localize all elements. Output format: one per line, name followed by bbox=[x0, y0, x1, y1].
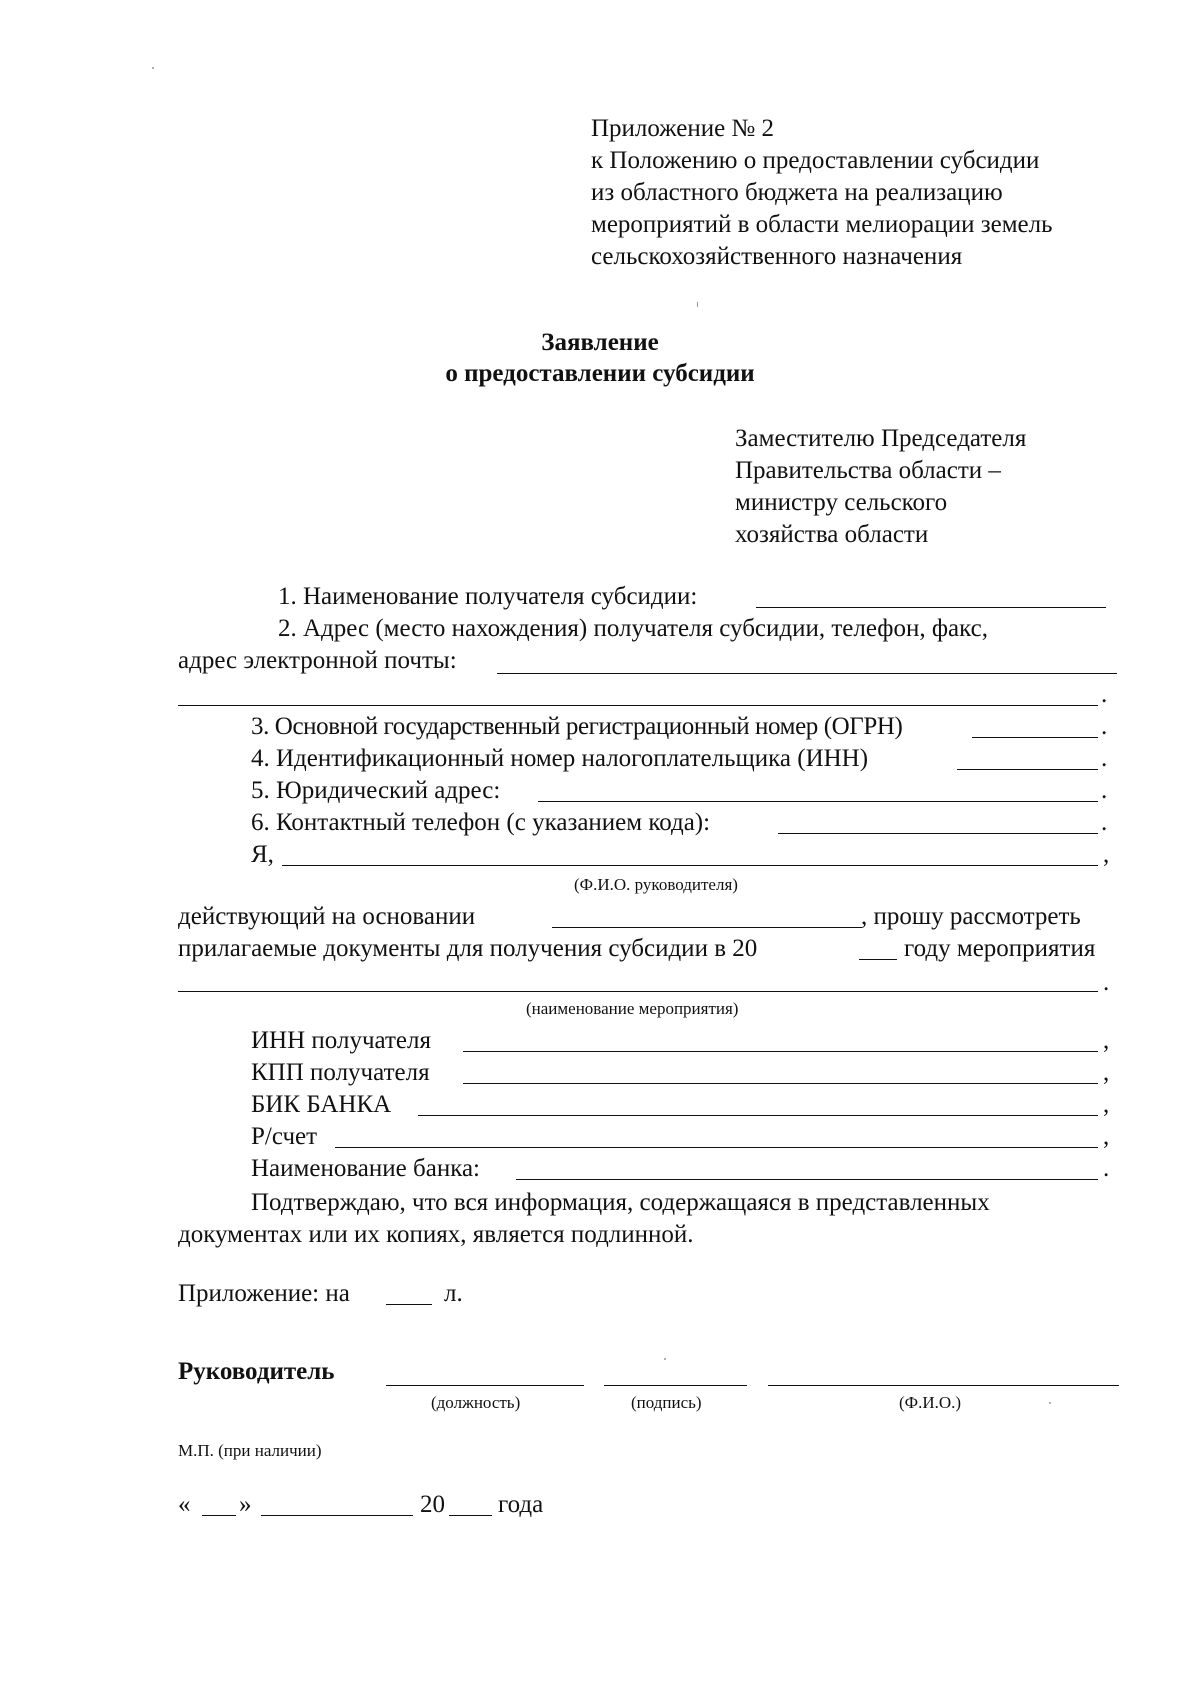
recipient-inn-field[interactable] bbox=[463, 1051, 1098, 1052]
appendix-ref-line-3: мероприятий в области мелиорации земель bbox=[591, 211, 1053, 238]
item-address-label: 2. Адрес (место нахождения) получателя субсидии, телефон, факс, bbox=[278, 615, 989, 642]
bank-bik-label: БИК БАНКА bbox=[251, 1091, 392, 1118]
bank-name-label: Наименование банка: bbox=[251, 1155, 481, 1182]
director-fio-caption: (Ф.И.О. руководителя) bbox=[574, 875, 738, 894]
period: . bbox=[1101, 681, 1108, 708]
stamp-label: М.П. (при наличии) bbox=[178, 1441, 322, 1460]
date-close-quote: » bbox=[239, 1491, 252, 1518]
date-month-field[interactable] bbox=[261, 1515, 413, 1516]
recipient-kpp-field[interactable] bbox=[463, 1083, 1098, 1084]
addressee-line-4: хозяйства области bbox=[735, 521, 929, 548]
phone-field[interactable] bbox=[778, 833, 1098, 834]
period: . bbox=[1101, 745, 1108, 772]
item-inn-label: 4. Идентификационный номер налогоплательщика (ИНН) bbox=[251, 745, 869, 772]
recipient-inn-label: ИНН получателя bbox=[251, 1027, 431, 1054]
date-year-field[interactable] bbox=[449, 1515, 492, 1516]
bank-bik-field[interactable] bbox=[418, 1115, 1098, 1116]
head-label: Руководитель bbox=[178, 1358, 335, 1385]
request-review-label: , прошу рассмотреть bbox=[861, 903, 1081, 930]
date-day-field[interactable] bbox=[202, 1515, 236, 1516]
date-year-prefix: 20 bbox=[420, 1491, 445, 1518]
appendix-ref-line-1: к Положению о предоставлении субсидии bbox=[591, 147, 1040, 174]
item-phone-label: 6. Контактный телефон (с указанием кода): bbox=[251, 809, 711, 836]
scan-speck bbox=[1049, 1402, 1051, 1404]
date-open-quote: « bbox=[178, 1491, 191, 1518]
period: . bbox=[1101, 713, 1108, 740]
position-caption: (должность) bbox=[431, 1393, 521, 1412]
appendix-ref-line-4: сельскохозяйственного назначения bbox=[591, 243, 963, 270]
document-subtitle: о предоставлении субсидии bbox=[445, 360, 755, 387]
signature-caption: (подпись) bbox=[631, 1393, 702, 1412]
account-field[interactable] bbox=[335, 1147, 1098, 1148]
head-fio-caption: (Ф.И.О.) bbox=[899, 1393, 962, 1412]
inn-field[interactable] bbox=[957, 769, 1098, 770]
addressee-line-1: Заместителю Председателя bbox=[735, 425, 1027, 452]
director-fio-field[interactable] bbox=[282, 865, 1098, 866]
confirmation-line-2: документах или их копиях, является подлинной. bbox=[178, 1221, 694, 1248]
recipient-kpp-label: КПП получателя bbox=[251, 1059, 430, 1086]
event-name-field[interactable] bbox=[178, 991, 1098, 992]
attachment-label: Приложение: на bbox=[178, 1280, 350, 1307]
comma: , bbox=[1103, 1027, 1110, 1054]
item-ogrn-label: 3. Основной государственный регистрационный номер (ОГРН) bbox=[251, 713, 903, 740]
period: . bbox=[1103, 969, 1110, 996]
attachment-pages-unit: л. bbox=[444, 1280, 463, 1307]
confirmation-line-1: Подтверждаю, что вся информация, содержащаяся в представленных bbox=[251, 1189, 990, 1216]
appendix-label: Приложение № 2 bbox=[591, 115, 775, 142]
signature-field[interactable] bbox=[604, 1385, 747, 1386]
addressee-line-2: Правительства области – bbox=[735, 457, 1001, 484]
comma: , bbox=[1103, 841, 1110, 868]
comma: , bbox=[1103, 1123, 1110, 1150]
head-fio-field[interactable] bbox=[768, 1385, 1119, 1386]
position-field[interactable] bbox=[386, 1385, 584, 1386]
scan-speck bbox=[664, 1358, 666, 1360]
year-field[interactable] bbox=[859, 959, 897, 960]
date-year-suffix: года bbox=[498, 1491, 544, 1518]
addressee-line-3: министру сельского bbox=[735, 489, 948, 516]
comma: , bbox=[1103, 1091, 1110, 1118]
acting-basis-field[interactable] bbox=[552, 927, 862, 928]
scan-speck bbox=[152, 67, 154, 69]
bank-name-field[interactable] bbox=[516, 1179, 1098, 1180]
recipient-name-field[interactable] bbox=[756, 607, 1106, 608]
item-email-label: адрес электронной почты: bbox=[178, 647, 457, 674]
event-name-caption: (наименование мероприятия) bbox=[526, 999, 739, 1018]
appendix-ref-line-2: из областного бюджета на реализацию bbox=[591, 179, 1003, 206]
ogrn-field[interactable] bbox=[972, 737, 1098, 738]
address-field-continuation[interactable] bbox=[178, 705, 1098, 706]
period: . bbox=[1103, 1155, 1110, 1182]
scan-speck bbox=[697, 302, 698, 307]
period: . bbox=[1101, 809, 1108, 836]
item-legal-address-label: 5. Юридический адрес: bbox=[251, 777, 501, 804]
attachment-pages-field[interactable] bbox=[386, 1304, 432, 1305]
item-recipient-name-label: 1. Наименование получателя субсидии: bbox=[278, 583, 698, 610]
address-field[interactable] bbox=[497, 673, 1117, 674]
legal-address-field[interactable] bbox=[538, 801, 1098, 802]
event-year-label: году мероприятия bbox=[904, 935, 1096, 962]
acting-basis-label: действующий на основании bbox=[178, 903, 476, 930]
attached-docs-label: прилагаемые документы для получения субсидии в 20 bbox=[178, 935, 758, 962]
comma: , bbox=[1103, 1059, 1110, 1086]
document-title: Заявление bbox=[541, 329, 659, 356]
account-label: Р/счет bbox=[251, 1123, 318, 1150]
ya-label: Я, bbox=[251, 841, 274, 868]
period: . bbox=[1101, 777, 1108, 804]
